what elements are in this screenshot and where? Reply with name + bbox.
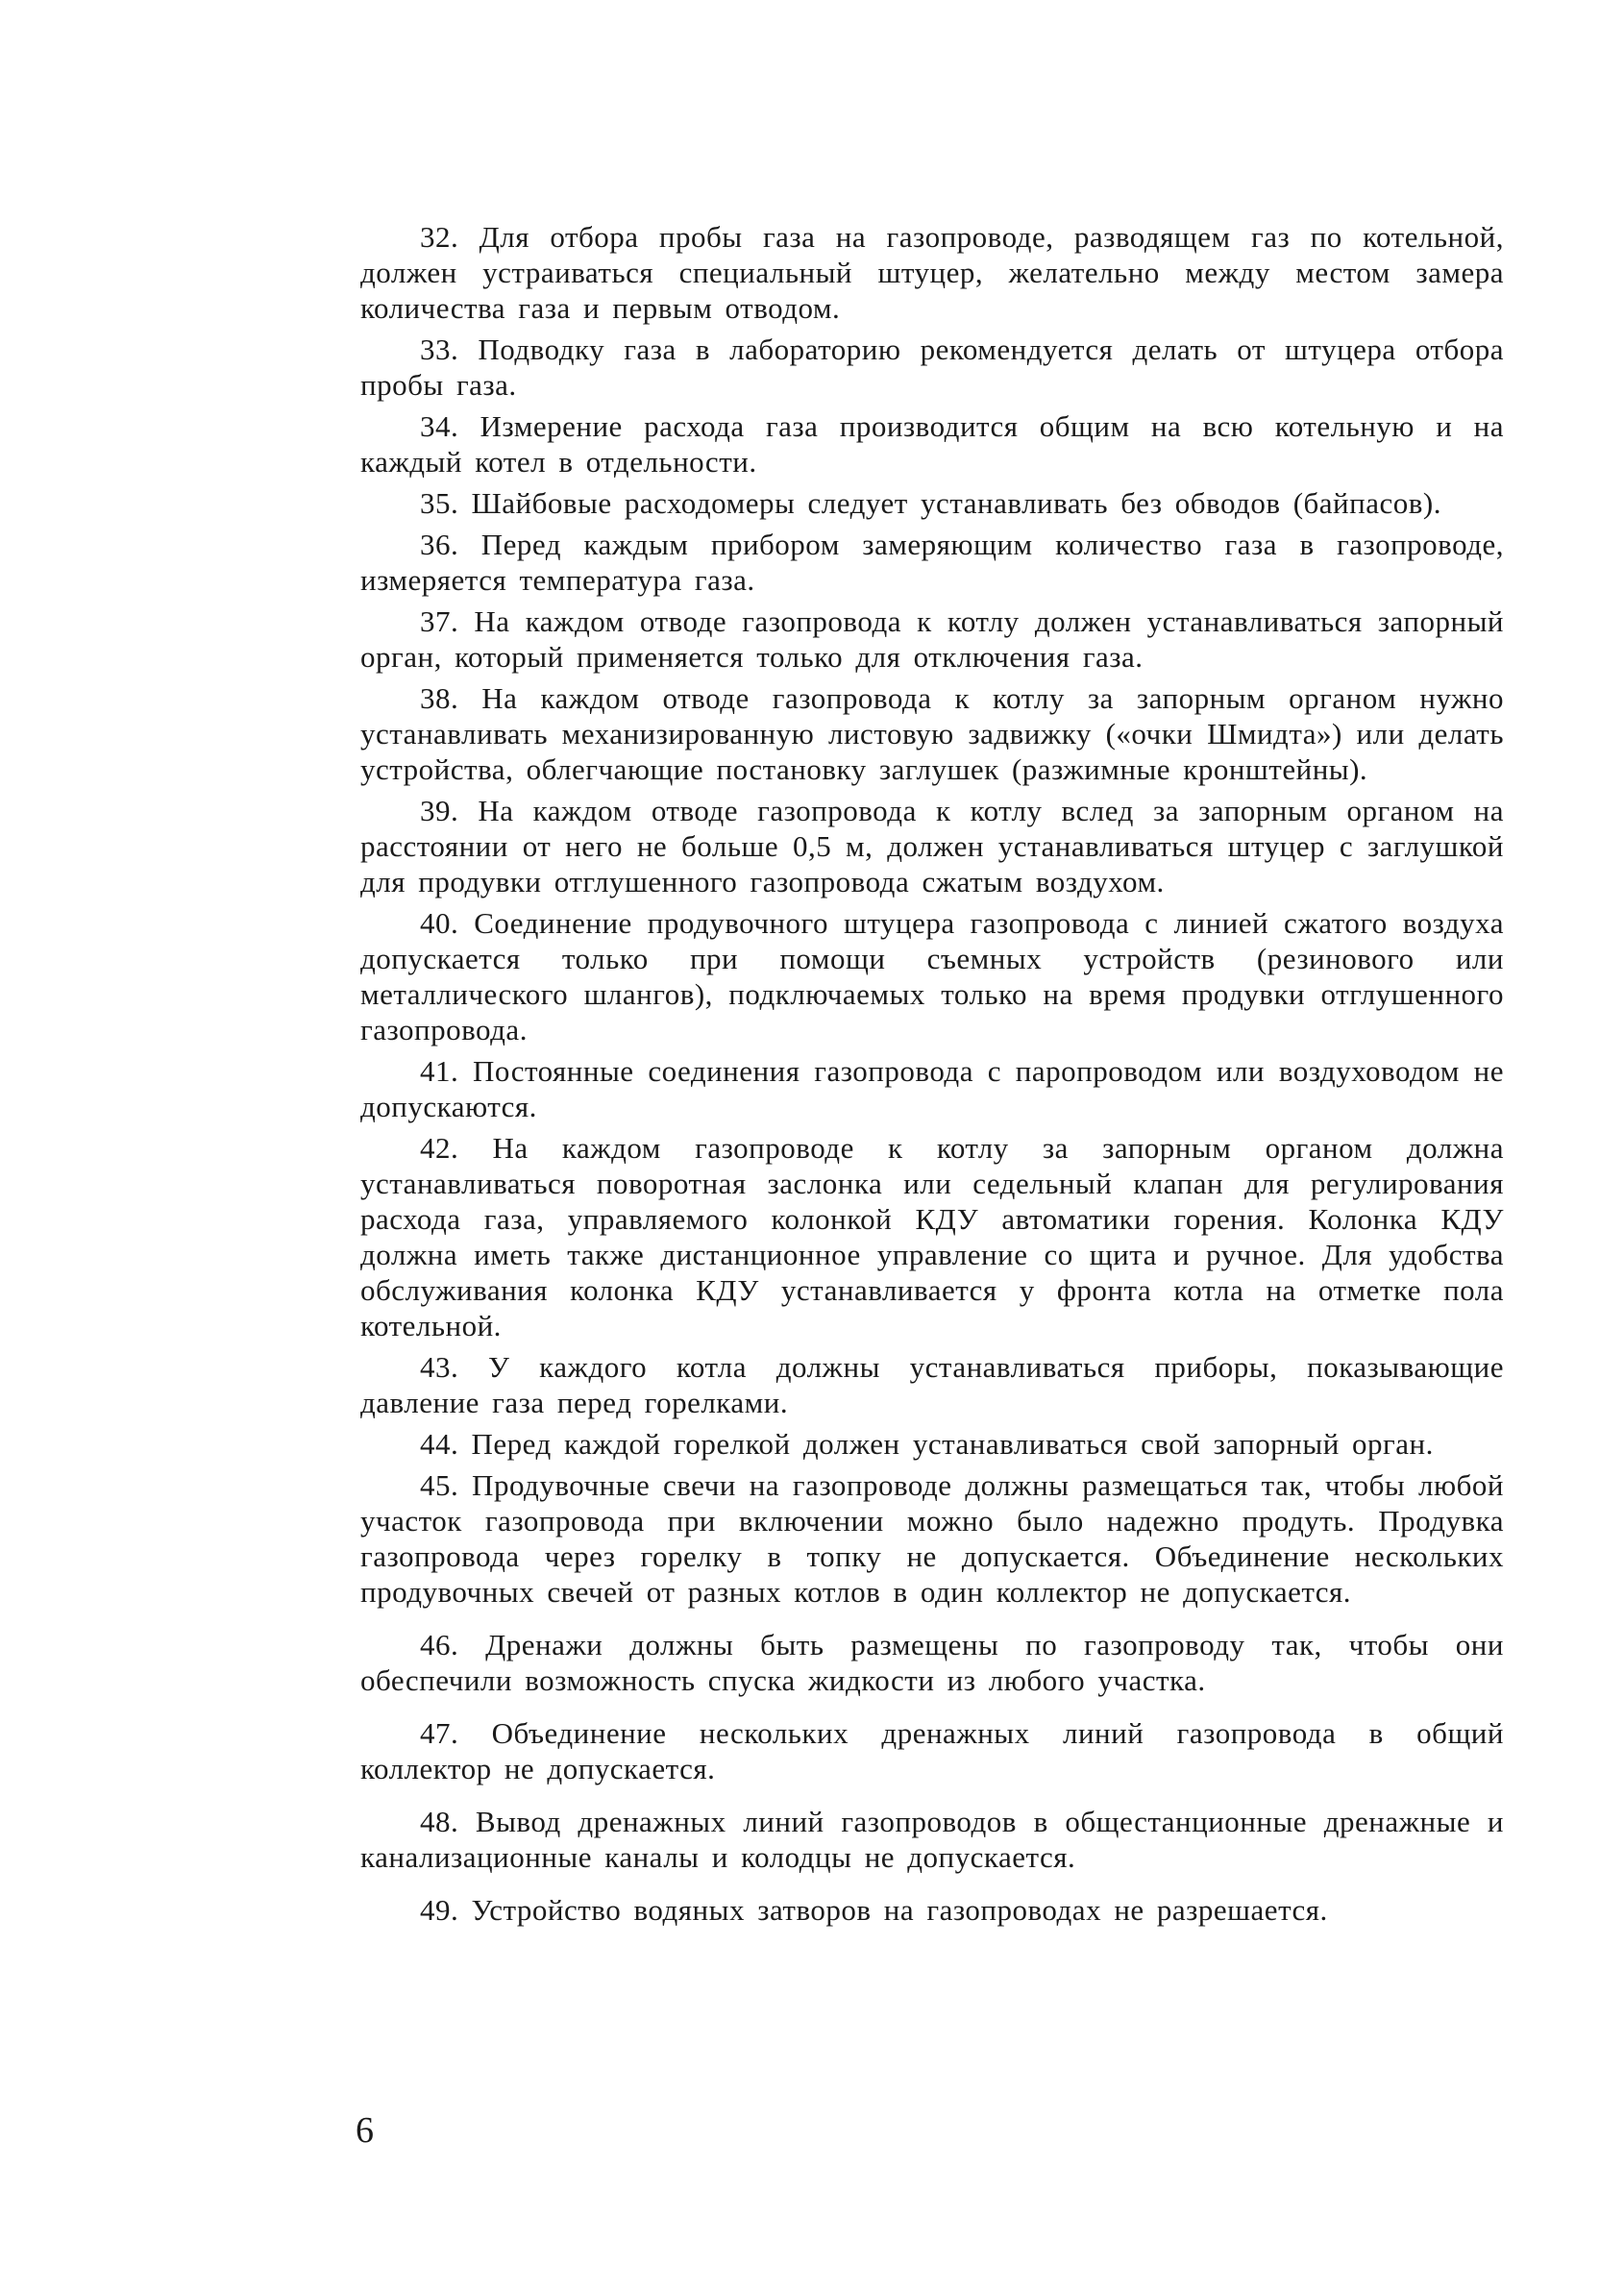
paragraph-49: 49. Устройство водяных затворов на газопроводах не разрешается. xyxy=(420,1893,1328,1927)
paragraph-47: 47. Объединение нескольких дренажных линий газопровода в общий коллектор не допускается. xyxy=(360,1716,1504,1785)
paragraph-41: 41. Постоянные соединения газопровода с паропроводом или воздуховодом не допускаются. xyxy=(360,1054,1504,1123)
paragraph-43: 43. У каждого котла должны устанавливаться приборы, показывающие давление газа перед горелками. xyxy=(360,1350,1504,1419)
paragraph-35: 35. Шайбовые расходомеры следует устанавливать без обводов (байпасов). xyxy=(420,486,1441,520)
paragraph-36: 36. Перед каждым прибором замеряющим количество газа в газопроводе, измеряется температура газа. xyxy=(360,528,1504,597)
document-page xyxy=(360,219,1504,1933)
paragraph-37: 37. На каждом отводе газопровода к котлу должен устанавливаться запорный орган, который применяется только для отключения газа. xyxy=(360,604,1504,674)
paragraph-40: 40. Соединение продувочного штуцера газопровода с линией сжатого воздуха допускается только при помощи съемных устройств (резинового или металлического шлангов), подключаемых только на время продувки отглушенного газопровода. xyxy=(360,906,1504,1046)
paragraph-46: 46. Дренажи должны быть размещены по газопроводу так, чтобы они обеспечили возможность спуска жидкости из любого участка. xyxy=(360,1628,1504,1697)
paragraph-32: 32. Для отбора пробы газа на газопроводе, разводящем газ по котельной, должен устраиваться специальный штуцер, желательно между местом замера количества газа и первым отводом. xyxy=(360,220,1504,325)
paragraph-34: 34. Измерение расхода газа производится общим на всю котельную и на каждый котел в отдельности. xyxy=(360,409,1504,479)
paragraph-48: 48. Вывод дренажных линий газопроводов в общестанционные дренажные и канализационные каналы и колодцы не допускается. xyxy=(360,1805,1504,1874)
paragraph-39: 39. На каждом отводе газопровода к котлу вслед за запорным органом на расстоянии от него не больше 0,5 м, должен устанавливаться штуцер с заглушкой для продувки отглушенного газопровода сжатым воздухом. xyxy=(360,794,1504,898)
page-number: 6 xyxy=(356,2110,374,2151)
paragraph-33: 33. Подводку газа в лабораторию рекомендуется делать от штуцера отбора пробы газа. xyxy=(360,332,1504,402)
paragraph-42: 42. На каждом газопроводе к котлу за запорным органом должна устанавливаться поворотная заслонка или седельный клапан для регулирования расхода газа, управляемого колонкой КДУ автоматики горения. Колонка КДУ должна иметь также дистанционное управление со щита и ручное. Для удобства обслуживания колонка КДУ устанавливается у фронта котла на отметке пола котельной. xyxy=(360,1131,1504,1342)
paragraph-44: 44. Перед каждой горелкой должен устанавливаться свой запорный орган. xyxy=(420,1427,1434,1461)
paragraph-45: 45. Продувочные свечи на газопроводе должны размещаться так, чтобы любой участок газопровода при включении можно было надежно продуть. Продувка газопровода через горелку в топку не допускается. Объединение нескольких продувочных свечей от разных котлов в один коллектор не допускается. xyxy=(360,1468,1504,1609)
paragraph-38: 38. На каждом отводе газопровода к котлу за запорным органом нужно устанавливать механизированную листовую задвижку («очки Шмидта») или делать устройства, облегчающие постановку заглушек (разжимные кронштейны). xyxy=(360,681,1504,786)
